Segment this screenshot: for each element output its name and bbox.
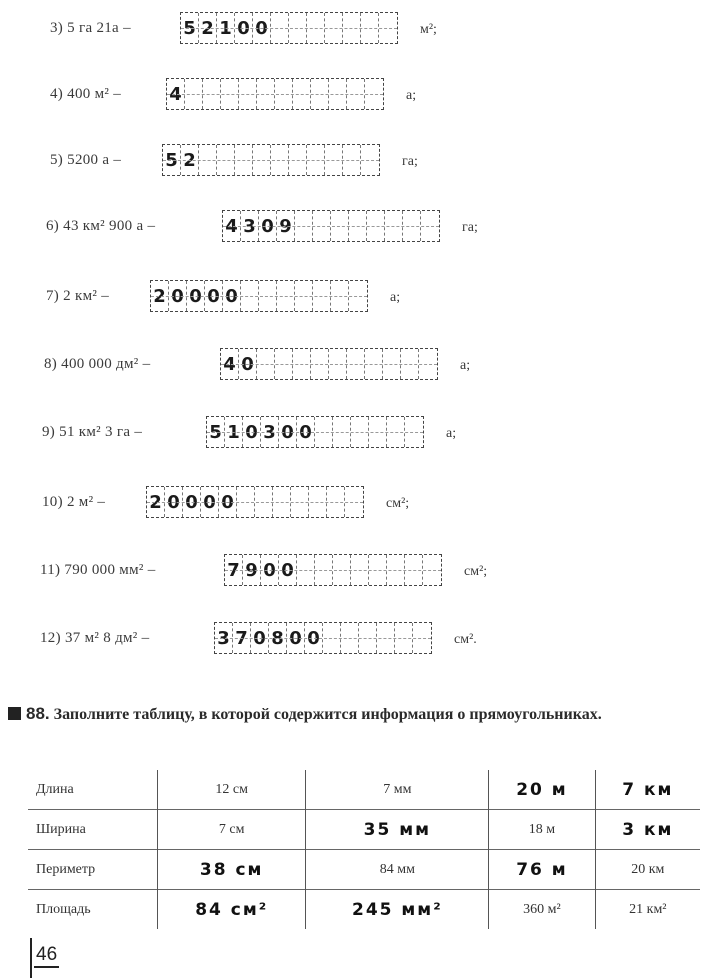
- unit-label: а;: [406, 88, 417, 103]
- digit-cell[interactable]: [271, 13, 289, 43]
- given-value-cell: [306, 770, 489, 810]
- given-value-cell: [489, 890, 595, 930]
- digit-cell[interactable]: 0: [261, 555, 279, 585]
- digit-cell[interactable]: [421, 211, 439, 241]
- unit-label: га;: [402, 154, 418, 169]
- digit-cell[interactable]: [329, 349, 347, 379]
- cell-value: 245 мм²: [352, 899, 443, 920]
- digit-cell[interactable]: [379, 13, 397, 43]
- exercise-label: 4) 400 м² –: [50, 86, 122, 102]
- given-value-cell: [158, 770, 306, 810]
- digit-cell[interactable]: 3: [261, 417, 279, 447]
- digit-cell[interactable]: [329, 79, 347, 109]
- exercise-row: [0, 552, 725, 612]
- digit-cell[interactable]: [277, 281, 295, 311]
- digit-cell[interactable]: [255, 487, 273, 517]
- digit-cell[interactable]: 1: [217, 13, 235, 43]
- digit-grid[interactable]: [224, 554, 442, 586]
- exercise-row: [0, 346, 725, 406]
- digit-cell[interactable]: [307, 145, 325, 175]
- cell-value: 3 км: [622, 819, 674, 840]
- digit-cell[interactable]: 4: [167, 79, 185, 109]
- digit-cell[interactable]: 0: [201, 487, 219, 517]
- cell-value: 84 мм: [379, 861, 415, 877]
- row-label: Периметр: [36, 861, 96, 877]
- filled-answer-cell[interactable]: [306, 810, 489, 850]
- digit-cell[interactable]: [293, 349, 311, 379]
- filled-answer-cell[interactable]: [595, 770, 700, 810]
- digit-cell[interactable]: [289, 145, 307, 175]
- digit-cell[interactable]: [401, 349, 419, 379]
- unit-label: а;: [460, 358, 471, 373]
- digit-cell[interactable]: [297, 555, 315, 585]
- digit-cell[interactable]: [295, 211, 313, 241]
- digit-cell[interactable]: [235, 145, 253, 175]
- digit-grid[interactable]: [222, 210, 440, 242]
- exercise-row: [0, 10, 725, 70]
- digit-cell[interactable]: [369, 417, 387, 447]
- unit-label: а;: [446, 426, 457, 441]
- digit-cell[interactable]: 0: [251, 623, 269, 653]
- cell-value: 20 км: [631, 861, 665, 877]
- digit-cell[interactable]: [385, 211, 403, 241]
- digit-cell[interactable]: [365, 349, 383, 379]
- digit-cell[interactable]: [349, 281, 367, 311]
- digit-cell[interactable]: 0: [165, 487, 183, 517]
- table-row: [28, 850, 700, 890]
- digit-cell[interactable]: [333, 555, 351, 585]
- digit-cell[interactable]: 0: [305, 623, 323, 653]
- unit-label: см².: [454, 632, 477, 647]
- task-number: 88.: [26, 704, 50, 723]
- page-number-tick: [30, 938, 32, 978]
- digit-grid[interactable]: [220, 348, 438, 380]
- digit-cell[interactable]: [333, 417, 351, 447]
- digit-cell[interactable]: [377, 623, 395, 653]
- digit-cell[interactable]: 9: [243, 555, 261, 585]
- digit-cell[interactable]: 0: [219, 487, 237, 517]
- digit-cell[interactable]: [369, 555, 387, 585]
- digit-cell[interactable]: 2: [147, 487, 165, 517]
- digit-cell[interactable]: [293, 79, 311, 109]
- unit-label: га;: [462, 220, 478, 235]
- digit-cell[interactable]: [199, 145, 217, 175]
- digit-cell[interactable]: [241, 281, 259, 311]
- digit-grid[interactable]: [180, 12, 398, 44]
- digit-cell[interactable]: 0: [223, 281, 241, 311]
- task-heading: [8, 704, 708, 725]
- digit-cell[interactable]: [419, 349, 437, 379]
- digit-cell[interactable]: [311, 349, 329, 379]
- digit-cell[interactable]: 0: [243, 417, 261, 447]
- given-value-cell: [595, 850, 700, 890]
- digit-cell[interactable]: [387, 555, 405, 585]
- digit-cell[interactable]: [257, 79, 275, 109]
- given-value-cell: [306, 850, 489, 890]
- digit-grid[interactable]: [146, 486, 364, 518]
- digit-cell[interactable]: [413, 623, 431, 653]
- unit-label: см²;: [464, 564, 488, 579]
- table-row: [28, 770, 700, 810]
- cell-value: 7 км: [622, 779, 674, 800]
- digit-cell[interactable]: 2: [181, 145, 199, 175]
- filled-answer-cell[interactable]: [489, 850, 595, 890]
- digit-cell[interactable]: [275, 79, 293, 109]
- digit-cell[interactable]: [259, 281, 277, 311]
- digit-cell[interactable]: [327, 487, 345, 517]
- digit-cell[interactable]: 3: [241, 211, 259, 241]
- unit-label: см²;: [386, 496, 410, 511]
- digit-grid[interactable]: [166, 78, 384, 110]
- digit-cell[interactable]: 0: [253, 13, 271, 43]
- exercise-label: 8) 400 000 дм² –: [44, 356, 151, 372]
- digit-cell[interactable]: 8: [269, 623, 287, 653]
- digit-cell[interactable]: [289, 13, 307, 43]
- digit-cell[interactable]: 0: [259, 211, 277, 241]
- digit-cell[interactable]: 4: [223, 211, 241, 241]
- table-row: [28, 890, 700, 930]
- exercise-label: 10) 2 м² –: [42, 494, 106, 510]
- task-marker-icon: [8, 707, 21, 720]
- digit-cell[interactable]: [343, 145, 361, 175]
- digit-cell[interactable]: 0: [187, 281, 205, 311]
- digit-cell[interactable]: [307, 13, 325, 43]
- exercise-label: 9) 51 км² 3 га –: [42, 424, 143, 440]
- exercise-label: 11) 790 000 мм² –: [40, 562, 156, 578]
- digit-cell[interactable]: [347, 349, 365, 379]
- digit-cell[interactable]: 5: [207, 417, 225, 447]
- filled-answer-cell[interactable]: [595, 810, 700, 850]
- exercise-row: [0, 142, 725, 202]
- digit-cell[interactable]: [237, 487, 255, 517]
- filled-answer-cell[interactable]: [158, 890, 306, 930]
- digit-cell[interactable]: [313, 211, 331, 241]
- digit-cell[interactable]: [361, 145, 379, 175]
- digit-cell[interactable]: [423, 555, 441, 585]
- row-label: Длина: [36, 781, 74, 797]
- digit-cell[interactable]: [275, 349, 293, 379]
- cell-value: 38 см: [199, 859, 264, 880]
- digit-cell[interactable]: [395, 623, 413, 653]
- digit-cell[interactable]: [343, 13, 361, 43]
- digit-cell[interactable]: [387, 417, 405, 447]
- digit-cell[interactable]: [217, 145, 235, 175]
- exercise-label: 7) 2 км² –: [46, 288, 110, 304]
- exercise-label: 12) 37 м² 8 дм² –: [40, 630, 150, 646]
- cell-value: 76 м: [516, 859, 568, 880]
- digit-cell[interactable]: [331, 211, 349, 241]
- digit-cell[interactable]: 2: [199, 13, 217, 43]
- digit-grid[interactable]: [206, 416, 424, 448]
- digit-cell[interactable]: [325, 13, 343, 43]
- exercise-label: 3) 5 га 21а –: [50, 20, 131, 36]
- cell-value: 18 м: [528, 821, 556, 837]
- digit-cell[interactable]: [365, 79, 383, 109]
- digit-cell[interactable]: [325, 145, 343, 175]
- exercise-row: [0, 484, 725, 544]
- digit-cell[interactable]: 9: [277, 211, 295, 241]
- unit-label: а;: [390, 290, 401, 305]
- digit-cell[interactable]: 3: [215, 623, 233, 653]
- exercise-row: [0, 208, 725, 268]
- digit-cell[interactable]: [295, 281, 313, 311]
- exercise-label: 6) 43 км² 900 а –: [46, 218, 156, 234]
- given-value-cell: [158, 810, 306, 850]
- digit-cell[interactable]: 0: [183, 487, 201, 517]
- given-value-cell: [595, 890, 700, 930]
- filled-answer-cell[interactable]: [158, 850, 306, 890]
- cell-value: 20 м: [516, 779, 568, 800]
- cell-value: 7 см: [218, 821, 245, 837]
- digit-cell[interactable]: 7: [225, 555, 243, 585]
- digit-cell[interactable]: 4: [221, 349, 239, 379]
- filled-answer-cell[interactable]: [306, 890, 489, 930]
- digit-cell[interactable]: 1: [225, 417, 243, 447]
- digit-cell[interactable]: [309, 487, 327, 517]
- digit-cell[interactable]: 5: [163, 145, 181, 175]
- digit-cell[interactable]: [273, 487, 291, 517]
- cell-value: 35 мм: [363, 819, 432, 840]
- digit-cell[interactable]: [331, 281, 349, 311]
- digit-cell[interactable]: [203, 79, 221, 109]
- digit-cell[interactable]: 0: [297, 417, 315, 447]
- digit-cell[interactable]: [315, 555, 333, 585]
- task-text: Заполните таблицу, в которой содержится информация о прямоугольниках.: [53, 706, 602, 723]
- table-row: [28, 810, 700, 850]
- digit-cell[interactable]: 0: [279, 555, 297, 585]
- digit-cell[interactable]: 2: [151, 281, 169, 311]
- exercise-row: [0, 620, 725, 680]
- digit-cell[interactable]: [313, 281, 331, 311]
- digit-cell[interactable]: [383, 349, 401, 379]
- digit-cell[interactable]: [221, 79, 239, 109]
- page-number: 46: [34, 944, 59, 968]
- given-value-cell: [489, 810, 595, 850]
- exercise-label: 5) 5200 а –: [50, 152, 122, 168]
- digit-cell[interactable]: [253, 145, 271, 175]
- digit-cell[interactable]: 5: [181, 13, 199, 43]
- cell-value: 360 м²: [523, 901, 561, 917]
- digit-cell[interactable]: [323, 623, 341, 653]
- digit-cell[interactable]: [239, 79, 257, 109]
- cell-value: 12 см: [215, 781, 248, 797]
- row-label: Площадь: [36, 901, 91, 917]
- digit-grid[interactable]: [214, 622, 432, 654]
- exercise-row: [0, 414, 725, 474]
- digit-cell[interactable]: 0: [279, 417, 297, 447]
- digit-cell[interactable]: [257, 349, 275, 379]
- digit-cell[interactable]: [311, 79, 329, 109]
- row-label: Ширина: [36, 821, 86, 837]
- filled-answer-cell[interactable]: [489, 770, 595, 810]
- cell-value: 7 мм: [383, 781, 412, 797]
- rectangles-table: [28, 770, 700, 929]
- digit-cell[interactable]: [351, 555, 369, 585]
- digit-cell[interactable]: [351, 417, 369, 447]
- digit-cell[interactable]: 0: [235, 13, 253, 43]
- digit-cell[interactable]: [345, 487, 363, 517]
- digit-grid[interactable]: [162, 144, 380, 176]
- digit-cell[interactable]: 0: [239, 349, 257, 379]
- digit-cell[interactable]: [291, 487, 309, 517]
- cell-value: 21 км²: [629, 901, 667, 917]
- digit-cell[interactable]: 0: [205, 281, 223, 311]
- digit-cell[interactable]: [403, 211, 421, 241]
- digit-cell[interactable]: [347, 79, 365, 109]
- digit-cell[interactable]: [361, 13, 379, 43]
- digit-cell[interactable]: [315, 417, 333, 447]
- exercise-row: [0, 76, 725, 136]
- digit-cell[interactable]: [185, 79, 203, 109]
- digit-cell[interactable]: 0: [287, 623, 305, 653]
- digit-cell[interactable]: 7: [233, 623, 251, 653]
- digit-cell[interactable]: 0: [169, 281, 187, 311]
- digit-grid[interactable]: [150, 280, 368, 312]
- digit-cell[interactable]: [405, 555, 423, 585]
- digit-cell[interactable]: [349, 211, 367, 241]
- unit-label: м²;: [420, 22, 437, 37]
- digit-cell[interactable]: [271, 145, 289, 175]
- digit-cell[interactable]: [341, 623, 359, 653]
- digit-cell[interactable]: [367, 211, 385, 241]
- exercise-row: [0, 278, 725, 338]
- digit-cell[interactable]: [359, 623, 377, 653]
- cell-value: 84 см²: [195, 899, 269, 920]
- digit-cell[interactable]: [405, 417, 423, 447]
